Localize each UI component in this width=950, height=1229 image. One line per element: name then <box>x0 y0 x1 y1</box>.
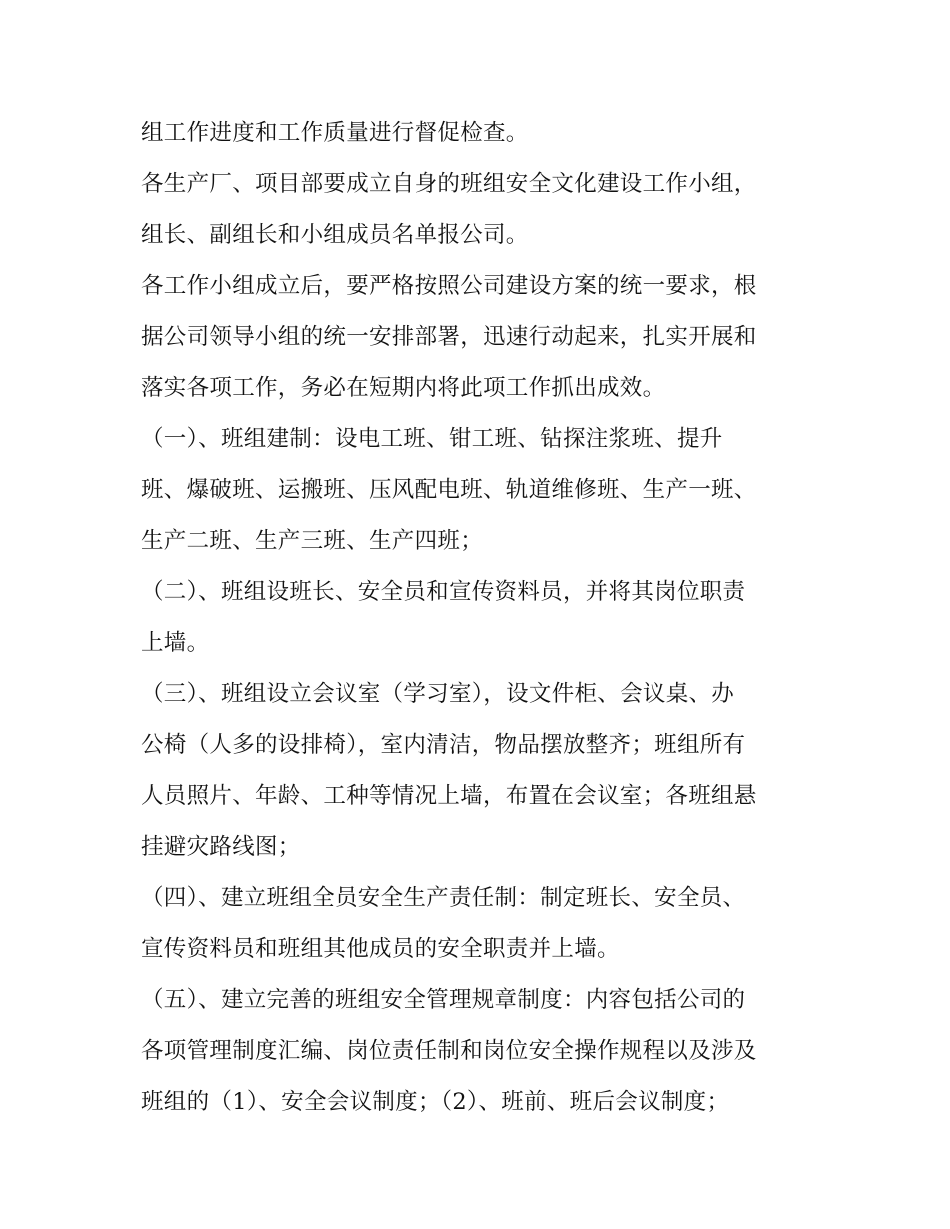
text-line: 各项管理制度汇编、岗位责任制和岗位安全操作规程以及涉及 <box>141 1038 757 1064</box>
document-body <box>141 108 821 1128</box>
text-line: 各工作小组成立后，要严格按照公司建设方案的统一要求，根 <box>141 273 757 299</box>
text-line: 公椅（人多的设排椅），室内清洁，物品摆放整齐；班组所有 <box>141 732 746 758</box>
text-line: 上墙。 <box>141 630 210 656</box>
text-line: （二）、班组设班长、安全员和宣传资料员，并将其岗位职责 <box>141 579 746 605</box>
text-line: 各生产厂、项目部要成立自身的班组安全文化建设工作小组， <box>141 171 757 197</box>
text-line: 落实各项工作，务必在短期内将此项工作抓出成效。 <box>141 375 666 401</box>
text-line: 宣传资料员和班组其他成员的安全职责并上墙。 <box>141 936 620 962</box>
text-line: （三）、班组设立会议室（学习室），设文件柜、会议桌、办 <box>141 681 735 707</box>
text-line: 人员照片、年龄、工种等情况上墙，布置在会议室；各班组悬 <box>141 783 757 809</box>
text-line: 班组的（1）、安全会议制度；（2）、班前、班后会议制度； <box>141 1089 730 1115</box>
text-line: 据公司领导小组的统一安排部署，迅速行动起来，扎实开展和 <box>141 324 757 350</box>
text-line: （四）、建立班组全员安全生产责任制：制定班长、安全员、 <box>141 885 746 911</box>
text-line: 生产二班、生产三班、生产四班； <box>141 528 484 554</box>
text-line: 组长、副组长和小组成员名单报公司。 <box>141 222 529 248</box>
text-line: 班、爆破班、运搬班、压风配电班、轨道维修班、生产一班、 <box>141 477 757 503</box>
text-line: （一）、班组建制：设电工班、钳工班、钻探注浆班、提升 <box>141 426 723 452</box>
text-line: 挂避灾路线图； <box>141 834 301 860</box>
text-line: （五）、建立完善的班组安全管理规章制度：内容包括公司的 <box>141 987 746 1013</box>
text-line: 组工作进度和工作质量进行督促检查。 <box>141 120 529 146</box>
